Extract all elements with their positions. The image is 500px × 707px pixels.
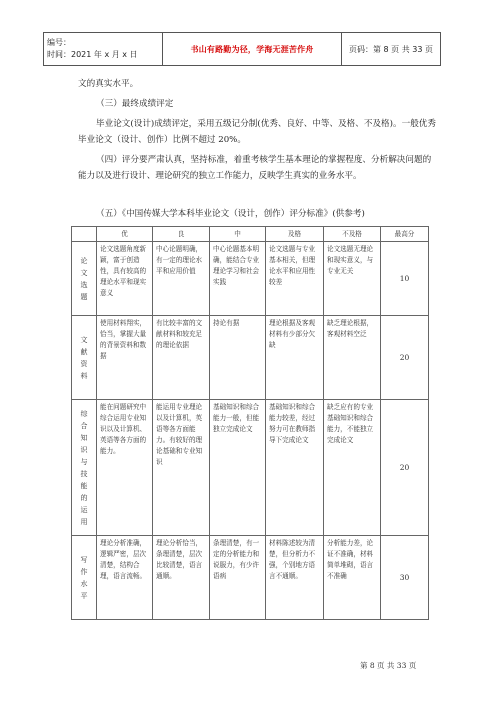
row-category [72,400,97,536]
table-cell: 论文选题与专业基本相关，但理论水平和应用性较差 [266,242,324,316]
header-cell-pass: 及格 [266,227,324,242]
table-cell: 基础知识和综合能力一般，但能独立完成论文 [210,400,266,536]
header-cell-max-score: 最高分 [381,227,429,242]
document-date: 时间：2021 年 x 月 x 日 [47,50,138,59]
table-cell: 理论分析准确，逻辑严密，层次清楚，结构合理，语言流畅。 [97,536,153,620]
paragraph-grading-system: 毕业论文(设计)成绩评定，采用五级记分制(优秀、良好、中等、及格、不及格)。一般优秀毕业论文（设计、创作）比例不超过 20%。 [78,119,436,145]
paragraph-continuation: 文的真实水平。 [78,79,139,89]
table-cell: 基础知识和综合能力较差，经过努力可在教师指导下完成论文 [266,400,324,536]
table-cell: 论文选题无理论和现实意义，与专业无关 [324,242,381,316]
max-score: 10 [381,242,429,316]
table-cell: 持论有据 [210,316,266,400]
header-slogan: 书山有路勤为径，学海无涯苦作舟 [163,33,342,66]
max-score: 20 [381,400,429,536]
table-row [72,536,429,620]
table-row [72,242,429,316]
table-cell: 缺乏理论根据，客观材料空泛 [324,316,381,400]
document-number-label: 编号： [47,38,71,47]
table-cell: 论文选题角度新颖，富于创造性，具有较高的理论水平和现实意义 [97,242,153,316]
table-cell: 使用材料翔实，恰当，掌握大量的背景资料和数据 [97,316,153,400]
table-header-row [72,227,429,242]
table-cell: 中心论题明确，有一定的理论水平和应用价值 [153,242,210,316]
grading-criteria-table [71,226,429,620]
category-label: 论文选题 [80,256,88,301]
table-caption: （五）《中国传媒大学本科毕业论文（设计，创作）评分标准》(供参考) [96,209,365,219]
header-page-info: 页码：第 8 页 共 33 页 [342,33,441,66]
paragraph-grading-principles: （四）评分要严肃认真，坚持标准，着重考核学生基本理论的掌握程度、分析解决问题的能力以及进行设计、理论研究的独立工作能力，反映学生真实的业务水平。 [78,155,432,181]
header-cell-medium: 中 [210,227,266,242]
table-cell: 能运用专业理论以及计算机，英语等各方面能力。有较好的理论基础和专业知识 [153,400,210,536]
row-category [72,316,97,400]
table-cell: 条理清楚，有一定的分析能力和说服力，有少许语病 [210,536,266,620]
table-cell: 能在问题研究中综合运用专业知识以及计算机、英语等各方面的能力。 [97,400,153,536]
header-cell-blank [72,227,97,242]
table-cell: 材料陈述较为清楚，但分析力不强，个别地方语言不通顺。 [266,536,324,620]
category-label: 写作水平 [80,555,88,600]
row-category [72,242,97,316]
max-score: 30 [381,536,429,620]
table-row [72,400,429,536]
category-label: 文献资料 [80,335,88,380]
header-cell-good: 良 [153,227,210,242]
page-footer: 第 8 页 共 33 页 [360,661,417,670]
table-cell: 分析能力差，论证不准确，材料简单堆砌，语言不准确 [324,536,381,620]
category-label: 综合知识与技能的运用 [80,409,88,526]
section-heading-final-grade: （三）最终成绩评定 [96,99,174,109]
table-cell: 理论分析恰当，条理清楚，层次比较清楚，语言通顺。 [153,536,210,620]
header-meta [44,33,163,66]
table-cell: 理论根据及客观材料有少部分欠缺 [266,316,324,400]
page-header [43,32,441,66]
max-score: 20 [381,316,429,400]
row-category [72,536,97,620]
table-cell: 中心论题基本明确，能结合专业理论学习和社会实践 [210,242,266,316]
table-cell: 有比较丰富的文献材料和较充足的理论依据 [153,316,210,400]
table-row [72,316,429,400]
header-cell-fail: 不及格 [324,227,381,242]
header-cell-excellent: 优 [97,227,153,242]
table-cell: 缺乏应有的专业基础知识和综合能力，不能独立完成论文 [324,400,381,536]
